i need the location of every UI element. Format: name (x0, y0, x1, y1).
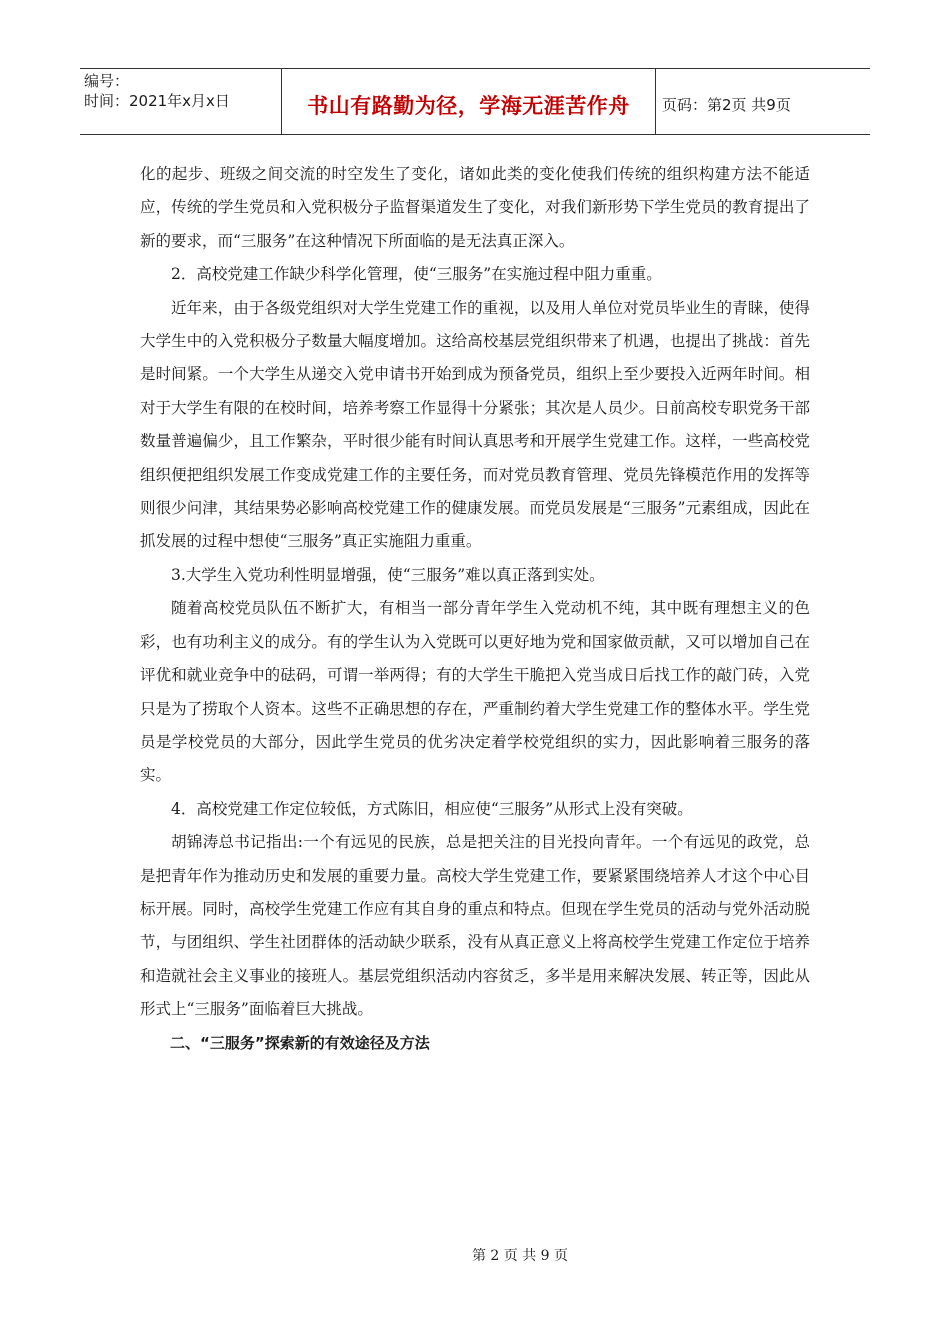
document-date: 时间：2021年x月x日 (84, 92, 230, 110)
header-meta (80, 69, 282, 134)
document-number-label: 编号： (84, 72, 130, 90)
header-page-info-cell (656, 69, 870, 134)
footer-page-number: 第 2 页 共 9 页 (471, 1248, 569, 1264)
paragraph: 随着高校党员队伍不断扩大，有相当一部分青年学生入党动机不纯，其中既有理想主义的色彩，也有功利主义的成分。有的学生认为入党既可以更好地为党和国家做贡献，又可以增加自己在评优和就业竞争中的砝码，可谓一举两得；有的大学生干脆把入党当成日后找工作的敲门砖，入党只是为了捞取个人资本。这些不正确思想的存在，严重制约着大学生党建工作的整体水平。学生党员是学校党员的大部分，因此学生党员的优劣决定着学校党组织的实力，因此影响着三服务的落实。 (140, 599, 810, 785)
paragraph-continuation: 化的起步、班级之间交流的时空发生了变化，诸如此类的变化使我们传统的组织构建方法不能适应，传统的学生党员和入党积极分子监督渠道发生了变化，对我们新形势下学生党员的教育提出了新的要求，而“三服务”在这种情况下所面临的是无法真正深入。 (140, 165, 810, 250)
document-body (140, 158, 810, 1060)
section-heading: 二、“三服务”探索新的有效途径及方法 (170, 1033, 430, 1052)
header-motto-cell (282, 69, 656, 134)
paragraph: 近年来，由于各级党组织对大学生党建工作的重视，以及用人单位对党员毕业生的青睐，使得大学生中的入党积极分子数量大幅度增加。这给高校基层党组织带来了机遇，也提出了挑战：首先是时间紧。一个大学生从递交入党申请书开始到成为预备党员，组织上至少要投入近两年时间。相对于大学生有限的在校时间，培养考察工作显得十分紧张；其次是人员少。日前高校专职党务干部数量普遍偏少，且工作繁杂，平时很少能有时间认真思考和开展学生党建工作。这样，一些高校党组织便把组织发展工作变成党建工作的主要任务，而对党员教育管理、党员先锋模范作用的发挥等则很少问津，其结果势必影响高校党建工作的健康发展。而党员发展是“三服务”元素组成，因此在抓发展的过程中想使“三服务”真正实施阻力重重。 (140, 298, 810, 551)
paragraph: 胡锦涛总书记指出:一个有远见的民族，总是把关注的目光投向青年。一个有远见的政党，总是把青年作为推动历史和发展的重要力量。高校大学生党建工作，要紧紧围绕培养人才这个中心目标开展。同时，高校学生党建工作应有其自身的重点和特点。但现在学生党员的活动与党外活动脱节，与团组织、学生社团群体的活动缺少联系，没有从真正意义上将高校学生党建工作定位于培养和造就社会主义事业的接班人。基层党组织活动内容贫乏，多半是用来解决发展、转正等，因此从形式上“三服务”面临着巨大挑战。 (140, 833, 810, 1019)
subheading-2: 2．高校党建工作缺少科学化管理，使“三服务”在实施过程中阻力重重。 (171, 265, 662, 284)
header-motto: 书山有路勤为径，学海无涯苦作舟 (307, 93, 630, 118)
page-header (80, 68, 870, 135)
subheading-3: 3.大学生入党功利性明显增强，使“三服务”难以真正落到实处。 (171, 565, 605, 584)
header-page-info: 页码：第2页 共9页 (662, 96, 791, 114)
page-footer (0, 1245, 950, 1265)
subheading-4: 4．高校党建工作定位较低，方式陈旧，相应使“三服务”从形式上没有突破。 (171, 799, 693, 818)
